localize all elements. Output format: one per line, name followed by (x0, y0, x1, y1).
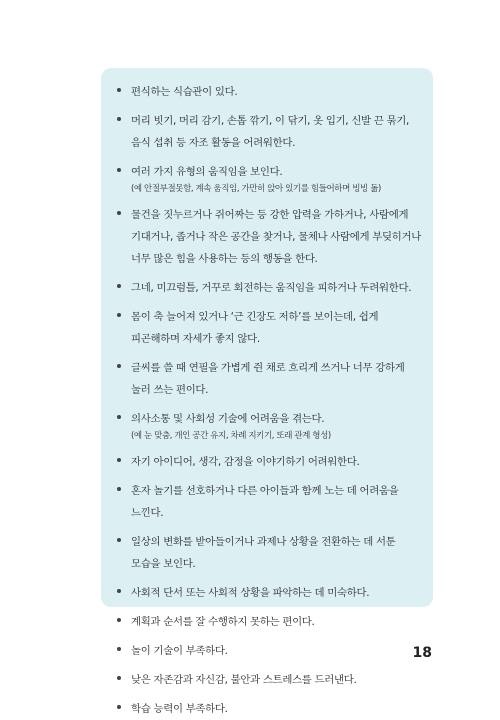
bullet-dot (117, 117, 121, 121)
list-item-text: 사회적 단서 또는 사회적 상황을 파악하는 데 미숙하다. (131, 587, 370, 599)
list-item-text: 머리 빗기, 머리 감기, 손톱 깎기, 이 닦기, 옷 입기, 신발 끈 묶기, 음식 섭취 등 자조 활동을 어려워한다. (131, 115, 410, 149)
behavior-list (117, 81, 421, 720)
list-item-text: 자기 아이디어, 생각, 감정을 이야기하기 어려워한다. (131, 456, 360, 468)
list-item (117, 451, 421, 473)
list-item-text: 여러 가지 유형의 움직임을 보인다. (131, 166, 283, 178)
bullet-dot (117, 211, 121, 215)
list-item-text: 일상의 변화를 받아들이거나 과제나 상황을 전환하는 데 서툰 모습을 보인다. (131, 536, 396, 570)
list-item-text: 낮은 자존감과 자신감, 불안과 스트레스를 드러낸다. (131, 674, 357, 686)
list-item-text: 놀이 기술이 부족하다. (131, 645, 228, 657)
bullet-dot (117, 88, 121, 92)
bullet-dot (117, 313, 121, 317)
bullet-dot (117, 538, 121, 542)
list-item (117, 669, 421, 691)
list-item-text: 몸이 축 늘어져 있거나 ‘근 긴장도 저하’를 보이는데, 쉽게 피곤해하며 자세가 좋지 않다. (131, 311, 379, 345)
list-item (117, 611, 421, 633)
list-item-text: 의사소통 및 사회성 기술에 어려움을 겪는다. (131, 413, 325, 425)
list-item-text: 편식하는 식습관이 있다. (131, 86, 238, 98)
list-item (117, 357, 421, 401)
list-item (117, 531, 421, 575)
list-item-text: 그네, 미끄럼틀, 거꾸로 회전하는 움직임을 피하거나 두려워한다. (131, 282, 412, 294)
page-number: 18 (412, 645, 432, 661)
bullet-dot (117, 705, 121, 709)
list-item (117, 277, 421, 299)
bullet-dot (117, 284, 121, 288)
bullet-dot (117, 168, 121, 172)
list-item (117, 110, 421, 154)
bullet-dot (117, 487, 121, 491)
list-item-example: (예 안절부절못함, 계속 움직임, 가만히 앉아 있기를 힘들어하며 빙빙 돎) (131, 184, 381, 194)
bullet-dot (117, 589, 121, 593)
list-item-text: 혼자 놀기를 선호하거나 다른 아이들과 함께 노는 데 어려움을 느낀다. (131, 485, 399, 519)
bullet-dot (117, 458, 121, 462)
list-item-text: 학습 능력이 부족하다. (131, 703, 228, 715)
list-item-text: 계획과 순서를 잘 수행하지 못하는 편이다. (131, 616, 315, 628)
bullet-dot (117, 364, 121, 368)
list-item (117, 306, 421, 350)
list-item (117, 161, 421, 197)
list-item-example: (예 눈 맞춤, 개인 공간 유지, 차례 지키기, 또래 관계 형성) (131, 431, 331, 441)
list-item (117, 582, 421, 604)
list-item (117, 480, 421, 524)
bullet-dot (117, 647, 121, 651)
list-item (117, 640, 421, 662)
list-item (117, 81, 421, 103)
list-item-text: 글씨를 쓸 때 연필을 가볍게 쥔 채로 흐리게 쓰거나 너무 강하게 눌러 쓰는 편이다. (131, 362, 405, 396)
bullet-dot (117, 415, 121, 419)
bullet-dot (117, 618, 121, 622)
bullet-dot (117, 676, 121, 680)
list-item (117, 698, 421, 720)
list-item-text: 물건을 짓누르거나 쥐어짜는 등 강한 압력을 가하거나, 사람에게 기대거나, 좁거나 작은 공간을 찾거나, 물체나 사람에게 부딪히거나 너무 많은 힘을 사용하는 등의 행동을 한다. (131, 209, 421, 265)
list-item (117, 408, 421, 444)
list-item (117, 204, 421, 270)
